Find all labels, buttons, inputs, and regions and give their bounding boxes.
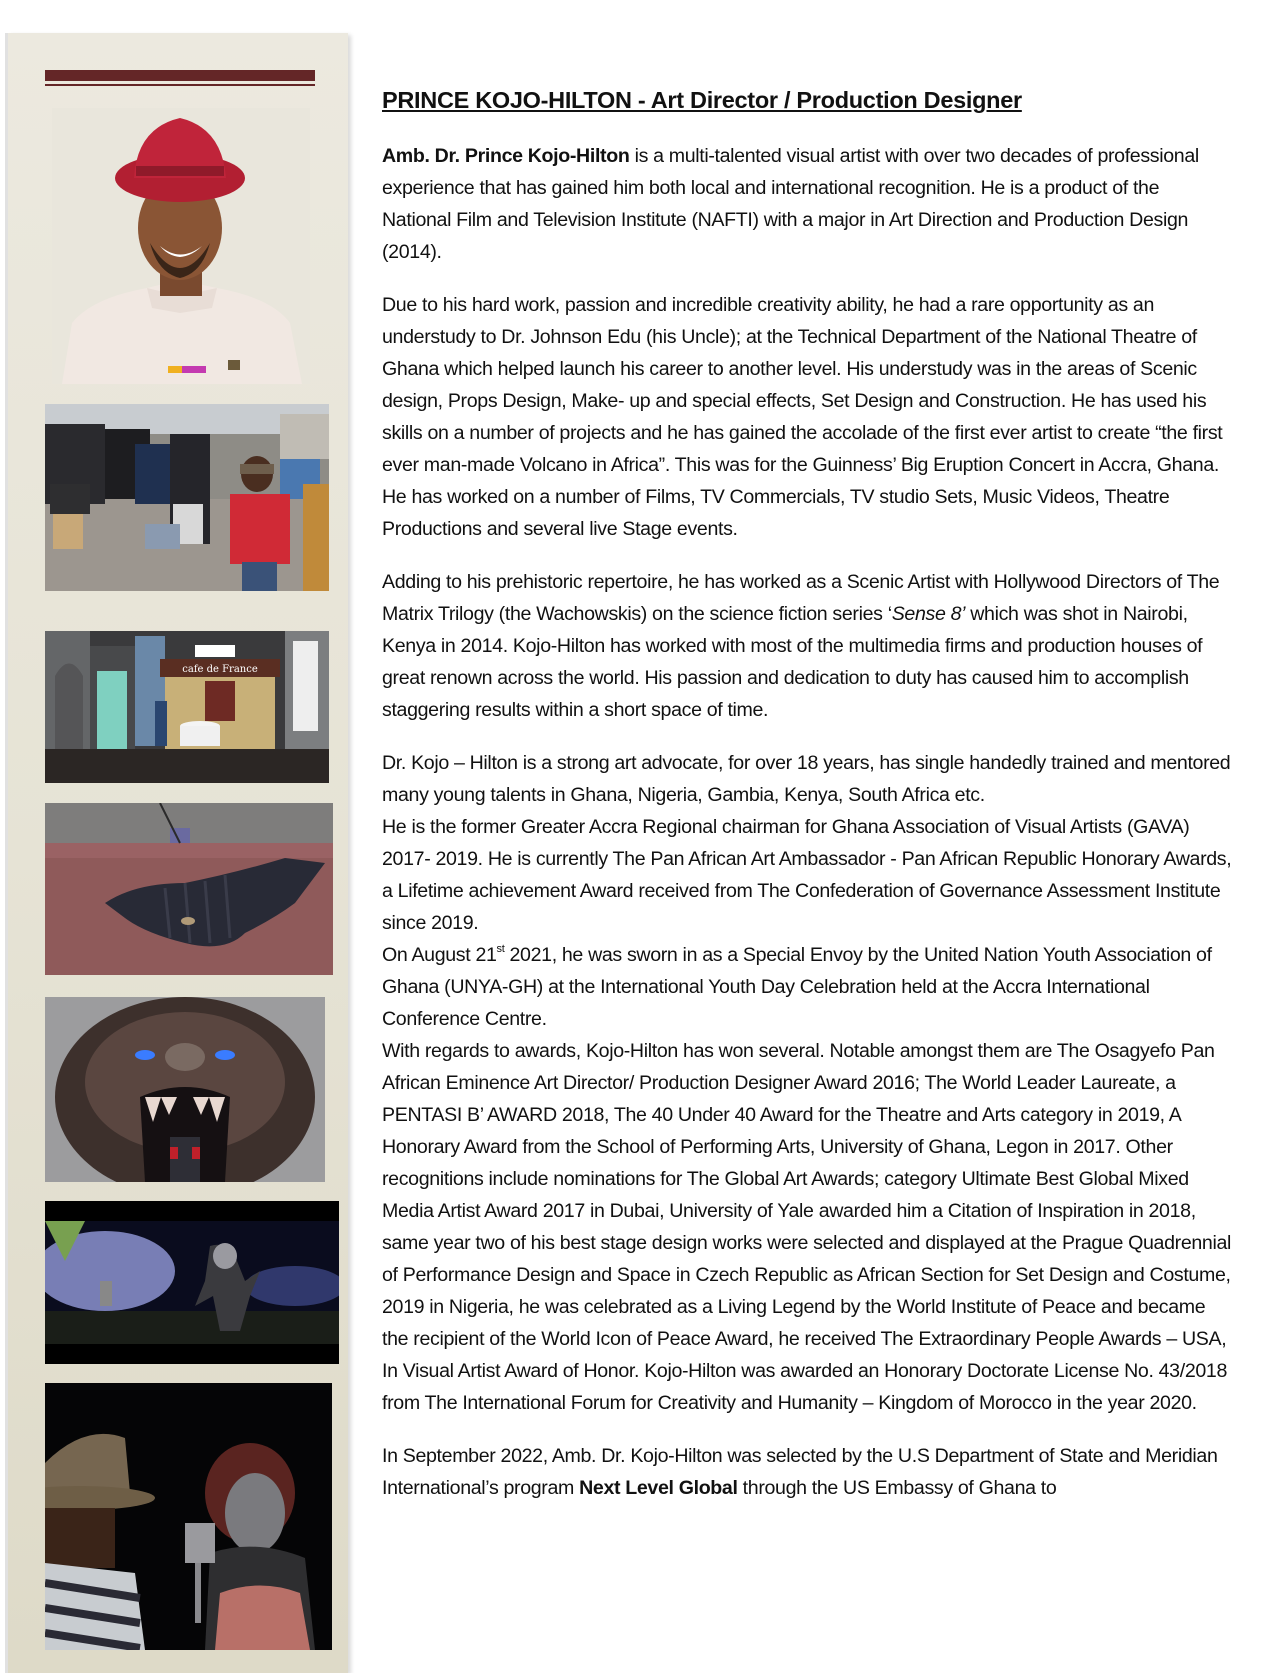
- program-text-after: through the US Embassy of Ghana to: [737, 1477, 1057, 1499]
- horror-scene-photo: [45, 1201, 339, 1364]
- 3d-chasm-art-photo: [45, 803, 333, 975]
- accent-line: [45, 84, 315, 86]
- cafe-de-france-set-photo: [45, 631, 329, 783]
- gava-paragraph: He is the former Greater Accra Regional chairman for Ghana Association of Visual Artists (GAVA) 2017- 2019. He is currently The Pan African Art Ambassador - Pan African Republic Honorary Awards, a Lifetime achievement Award received from The Confederation of Governance Assessment Institute since 2019.: [382, 816, 1232, 934]
- envoy-text-after: 2021, he was sworn in as a Special Envoy by the United Nation Youth Association of Ghana (UNYA-GH) at the International Youth Day Celebration held at the Accra International Conference Centre.: [382, 944, 1212, 1030]
- page-title: PRINCE KOJO-HILTON - Art Director / Production Designer: [382, 87, 1022, 113]
- intro-paragraph: [382, 140, 1232, 268]
- advocacy-paragraph: Dr. Kojo – Hilton is a strong art advocate, for over 18 years, has single handedly trained and mentored many young talents in Ghana, Nigeria, Gambia, Kenya, South Africa etc.: [382, 752, 1231, 806]
- hollywood-text-before: Adding to his prehistoric repertoire, he has worked as a Scenic Artist with Hollywood Directors of The Matrix Trilogy (the Wachowskis) on the science fiction series ‘: [382, 571, 1220, 625]
- beast-sculpture-photo: [45, 997, 325, 1182]
- film-set-photo: [45, 404, 329, 591]
- cafe-sign-text: cafe de France: [182, 664, 258, 675]
- portrait-photo: [52, 108, 310, 384]
- accent-bar: [45, 70, 315, 81]
- program-text-before: In September 2022, Amb. Dr. Kojo-Hilton was selected by the U.S Department of State and Meridian International’s program: [382, 1445, 1218, 1499]
- intro-text: is a multi-talented visual artist with over two decades of professional experience that has gained him both local and international recognition. He is a product of the National Film and Television Institute (NAFTI) with a major in Art Direction and Production Design (2014).: [382, 145, 1199, 263]
- awards-paragraph: With regards to awards, Kojo-Hilton has won several. Notable amongst them are The Osagyefo Pan African Eminence Art Director/ Production Designer Award 2016; The World Leader Laureate, a PENTASI B’ AWARD 2018, The 40 Under 40 Award for the Theatre and Arts category in 2019, A Honorary Award from the School of Performing Arts, University of Ghana, Legon in 2017. Other recognitions include nominations for The Global Art Awards; category Ultimate Best Global Mixed Media Artist Award 2017 in Dubai, University of Yale awarded him a Citation of Inspiration in 2018, same year two of his best stage design works were selected and displayed at the Prague Quadrennial of Performance Design and Space in Czech Republic as African Section for Set Design and Costume, 2019 in Nigeria, he was celebrated as a Living Legend by the World Institute of Peace and became the recipient of the World Icon of Peace Award, he received The Extraordinary People Awards – USA, In Visual Artist Award of Honor. Kojo-Hilton was awarded an Honorary Doctorate License No. 43/2018 from The International Forum for Creativity and Humanity – Kingdom of Morocco in the year 2020.: [382, 1040, 1232, 1414]
- envoy-text-before: On August 21: [382, 944, 497, 966]
- main-content: [382, 80, 1232, 1525]
- next-level-global-paragraph: [382, 1440, 1232, 1504]
- person-name: Amb. Dr. Prince Kojo-Hilton: [382, 145, 630, 167]
- hollywood-text-after: which was shot in Nairobi, Kenya in 2014. Kojo-Hilton has worked with most of the multimedia firms and production houses of great renown across the world. His passion and dedication to duty has caused him to accomplish staggering results within a short space of time.: [382, 603, 1203, 721]
- envoy-paragraph: [382, 939, 1232, 1035]
- hollywood-paragraph: [382, 566, 1232, 726]
- program-name: Next Level Global: [579, 1477, 738, 1499]
- career-paragraph: Due to his hard work, passion and incredible creativity ability, he had a rare opportunity as an understudy to Dr. Johnson Edu (his Uncle); at the Technical Department of the National Theatre of Ghana which helped launch his career to another level. His understudy was in the areas of Scenic design, Props Design, Make- up and special effects, Set Design and Construction. He has used his skills on a number of projects and he has gained the accolade of the first ever artist to create “the first ever man-made Volcano in Africa”. This was for the Guinness’ Big Eruption Concert in Accra, Ghana. He has worked on a number of Films, TV Commercials, TV studio Sets, Music Videos, Theatre Productions and several live Stage events.: [382, 294, 1223, 540]
- special-effects-makeup-photo: [45, 1383, 332, 1650]
- series-title: Sense 8’: [891, 603, 966, 625]
- ordinal-suffix: st: [496, 943, 505, 955]
